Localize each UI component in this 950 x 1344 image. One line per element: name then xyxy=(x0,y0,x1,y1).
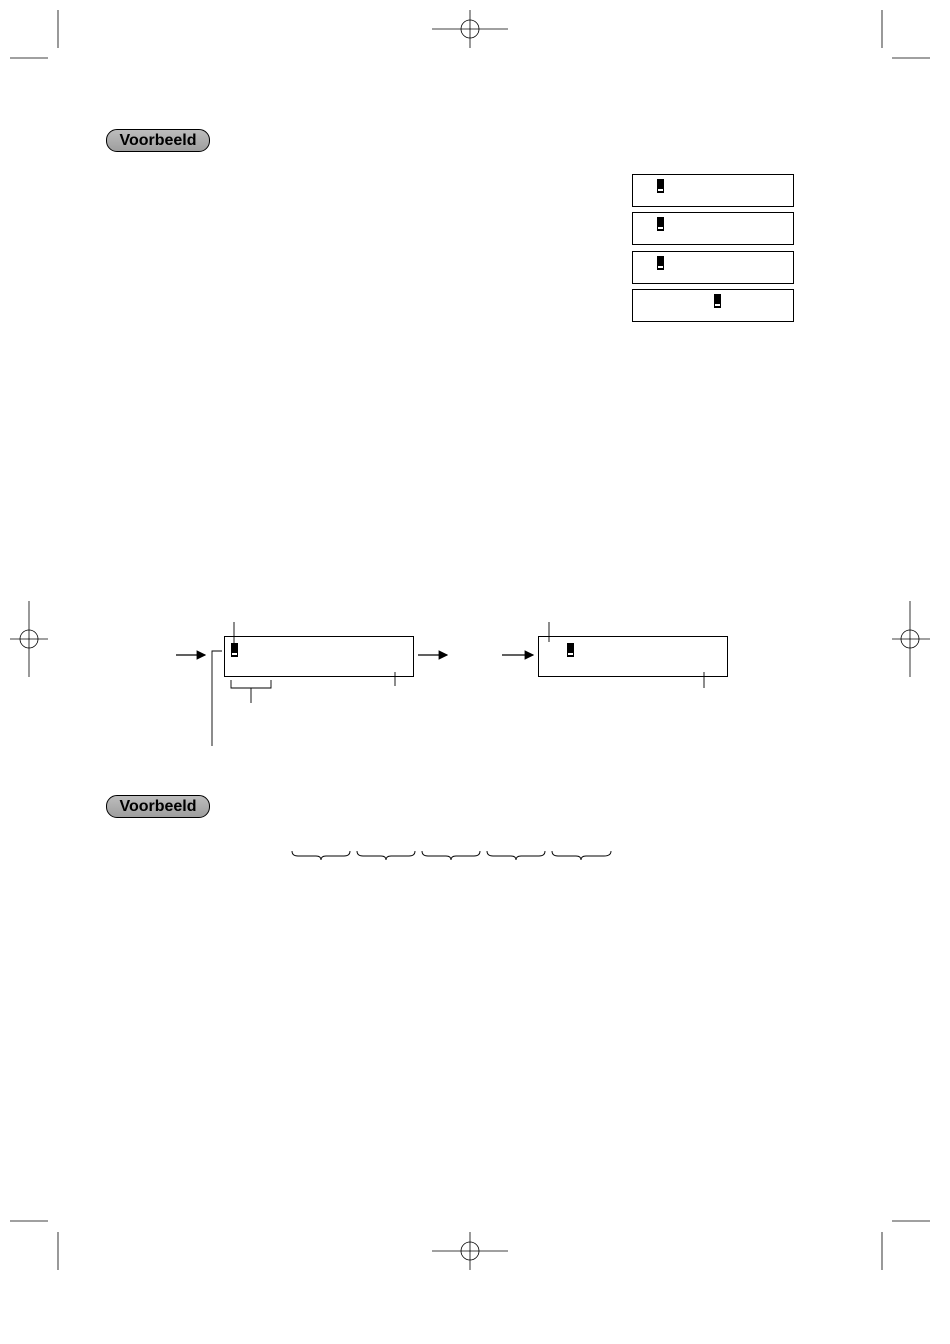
curly-brace-icon xyxy=(292,851,350,860)
example-badge-top: Voorbeeld xyxy=(106,129,210,152)
example-badge-bottom: Voorbeeld xyxy=(106,795,210,818)
brace-row xyxy=(292,851,611,860)
curly-brace-icon xyxy=(357,851,415,860)
curly-brace-icon xyxy=(422,851,480,860)
curly-brace-icon xyxy=(552,851,611,860)
curly-brace-icon xyxy=(487,851,545,860)
